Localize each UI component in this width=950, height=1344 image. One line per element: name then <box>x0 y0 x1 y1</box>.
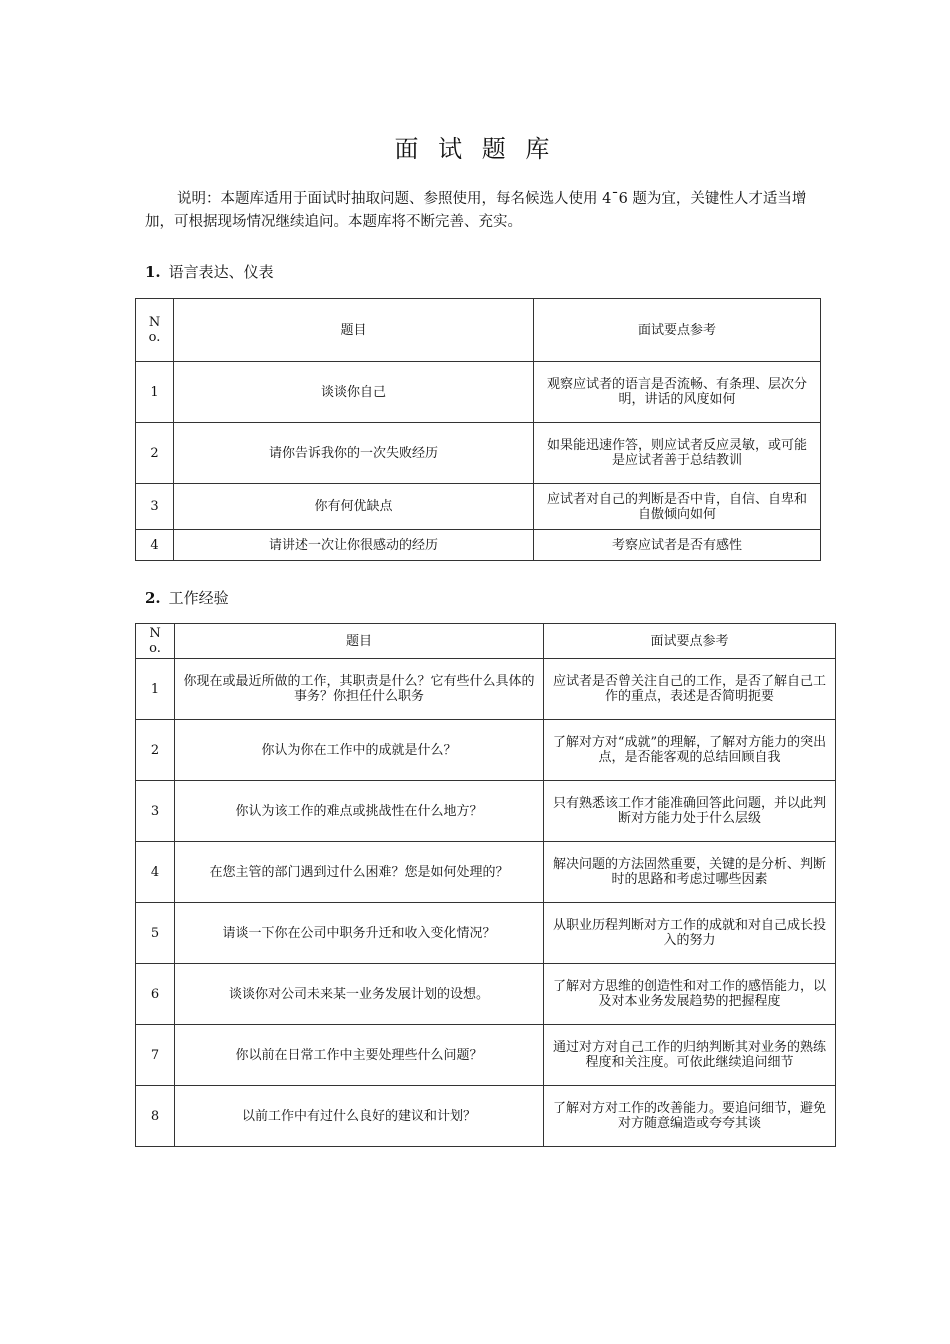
header-no: No. <box>136 299 174 362</box>
table-header-row <box>136 299 821 362</box>
row-question: 谈谈你对公司未来某一业务发展计划的设想。 <box>175 964 544 1025</box>
row-question: 请谈一下你在公司中职务升迁和收入变化情况？ <box>175 903 544 964</box>
table-row <box>136 842 836 903</box>
row-no: 1 <box>136 362 174 423</box>
row-reference: 观察应试者的语言是否流畅、有条理、层次分明，讲话的风度如何 <box>534 362 821 423</box>
table-header-row <box>136 624 836 659</box>
row-question: 请讲述一次让你很感动的经历 <box>174 530 534 561</box>
row-reference: 从职业历程判断对方工作的成就和对自己成长投入的努力 <box>544 903 836 964</box>
table-row <box>136 781 836 842</box>
row-question: 你以前在日常工作中主要处理些什么问题？ <box>175 1025 544 1086</box>
row-no: 7 <box>136 1025 175 1086</box>
row-no: 4 <box>136 842 175 903</box>
header-question: 题目 <box>174 299 534 362</box>
row-reference: 应试者是否曾关注自己的工作，是否了解自己工作的重点，表述是否简明扼要 <box>544 659 836 720</box>
table-row <box>136 1086 836 1147</box>
table-row <box>136 903 836 964</box>
row-question: 在您主管的部门遇到过什么困难？您是如何处理的？ <box>175 842 544 903</box>
table-row <box>136 484 821 530</box>
table-row <box>136 720 836 781</box>
table-row <box>136 1025 836 1086</box>
row-question: 谈谈你自己 <box>174 362 534 423</box>
row-no: 3 <box>136 781 175 842</box>
header-reference: 面试要点参考 <box>534 299 821 362</box>
header-no: No. <box>136 624 175 659</box>
table-row <box>136 659 836 720</box>
table-row <box>136 362 821 423</box>
row-reference: 通过对方对自己工作的归纳判断其对业务的熟练程度和关注度。可依此继续追问细节 <box>544 1025 836 1086</box>
section-title: 工作经验 <box>168 589 229 607</box>
row-question: 你有何优缺点 <box>174 484 534 530</box>
table-row <box>136 530 821 561</box>
row-no: 5 <box>136 903 175 964</box>
section-number: 1. <box>145 263 161 281</box>
row-reference: 了解对方思维的创造性和对工作的感悟能力，以及对本业务发展趋势的把握程度 <box>544 964 836 1025</box>
header-question: 题目 <box>175 624 544 659</box>
row-reference: 了解对方对工作的改善能力。要追问细节，避免对方随意编造或夸夸其谈 <box>544 1086 836 1147</box>
row-no: 1 <box>136 659 175 720</box>
row-question: 请你告诉我你的一次失败经历 <box>174 423 534 484</box>
row-question: 你现在或最近所做的工作，其职责是什么？它有些什么具体的事务？你担任什么职务 <box>175 659 544 720</box>
row-no: 2 <box>136 423 174 484</box>
row-reference: 只有熟悉该工作才能准确回答此问题，并以此判断对方能力处于什么层级 <box>544 781 836 842</box>
row-question: 你认为该工作的难点或挑战性在什么地方？ <box>175 781 544 842</box>
interview-table-2 <box>135 623 836 1147</box>
row-question: 你认为你在工作中的成就是什么？ <box>175 720 544 781</box>
row-reference: 解决问题的方法固然重要，关键的是分析、判断时的思路和考虑过哪些因素 <box>544 842 836 903</box>
row-question: 以前工作中有过什么良好的建议和计划？ <box>175 1086 544 1147</box>
row-no: 8 <box>136 1086 175 1147</box>
row-reference: 了解对方对“成就”的理解，了解对方能力的突出点，是否能客观的总结回顾自我 <box>544 720 836 781</box>
page-title: 面 试 题 库 <box>394 135 556 163</box>
row-no: 3 <box>136 484 174 530</box>
row-no: 4 <box>136 530 174 561</box>
interview-table-1 <box>135 298 821 561</box>
table-row <box>136 964 836 1025</box>
section-number: 2. <box>145 589 161 607</box>
section-heading-2 <box>145 588 229 608</box>
intro-paragraph: 说明：本题库适用于面试时抽取问题、参照使用，每名候选人使用 4¯6 题为宜，关键性人才适当增加，可根据现场情况继续追问。本题库将不断完善、充实。 <box>145 191 807 230</box>
row-reference: 应试者对自己的判断是否中肯，自信、自卑和自傲倾向如何 <box>534 484 821 530</box>
header-reference: 面试要点参考 <box>544 624 836 659</box>
section-title: 语言表达、仪表 <box>168 263 274 281</box>
row-no: 6 <box>136 964 175 1025</box>
section-heading-1 <box>145 262 274 282</box>
row-no: 2 <box>136 720 175 781</box>
row-reference: 考察应试者是否有感性 <box>534 530 821 561</box>
row-reference: 如果能迅速作答，则应试者反应灵敏，或可能是应试者善于总结教训 <box>534 423 821 484</box>
table-row <box>136 423 821 484</box>
